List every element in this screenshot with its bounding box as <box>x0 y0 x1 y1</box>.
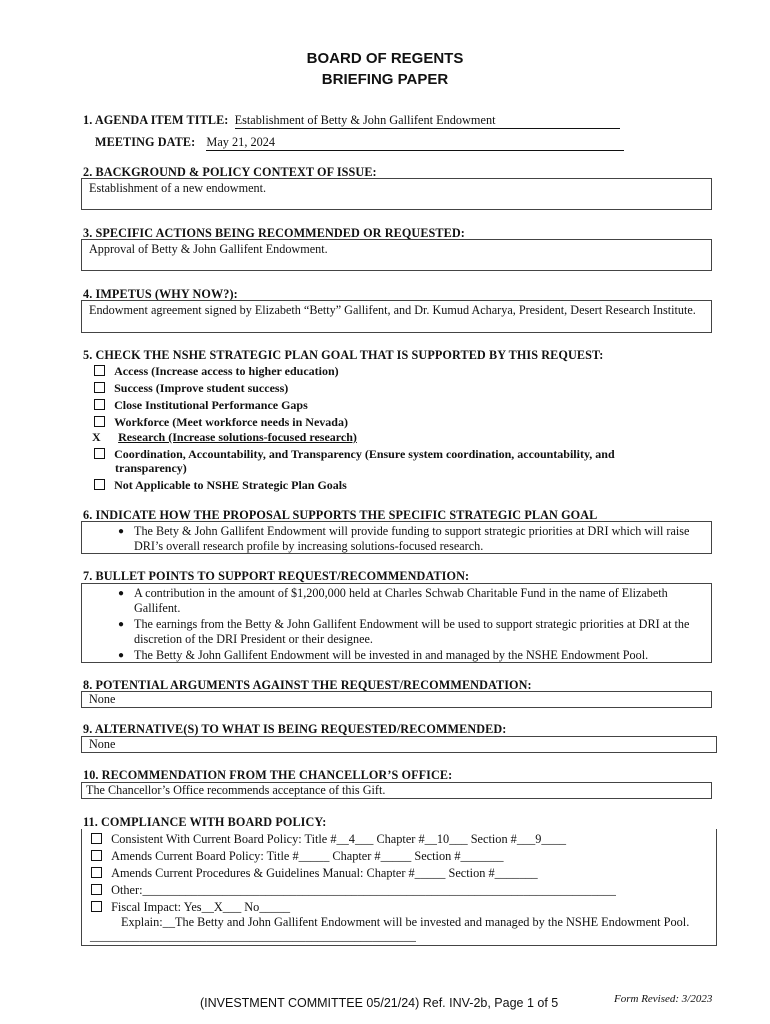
chancellor-box <box>81 782 712 799</box>
goal-coordination-cont: transparency) <box>115 461 187 475</box>
compliance-checkbox[interactable] <box>91 850 102 861</box>
bullet-point: The earnings from the Betty & John Gallifent Endowment will be used to support strategic priorities at DRI at the discretion of the DRI President or their designee. <box>134 617 690 646</box>
bullet-icon: ● <box>118 588 125 599</box>
goal-checkbox[interactable] <box>94 399 105 410</box>
bullet-points-heading: 7. BULLET POINTS TO SUPPORT REQUEST/RECOMMENDATION: <box>83 569 470 583</box>
bullet-point: A contribution in the amount of $1,200,000 held at Charles Schwab Charitable Fund in the name of Elizabeth Gallifent. <box>134 586 668 615</box>
goal-checkbox[interactable] <box>94 479 105 490</box>
goal-label: Not Applicable to NSHE Strategic Plan Goals <box>114 478 347 492</box>
meeting-date-label: MEETING DATE: <box>95 135 196 149</box>
compliance-row-amends-policy <box>91 849 504 864</box>
bullet-points-box <box>81 583 712 663</box>
impetus-heading: 4. IMPETUS (WHY NOW?): <box>83 287 238 301</box>
goal-support-bullet: The Bety & John Gallifent Endowment will provide funding to support strategic priorities at DRI which will raise DRI’s overall research profile by increasing solutions-focused research. <box>134 524 690 553</box>
goal-label: Access (Increase access to higher education) <box>114 364 339 378</box>
goal-workforce <box>94 415 348 430</box>
compliance-box <box>81 829 717 946</box>
chancellor-heading: 10. RECOMMENDATION FROM THE CHANCELLOR’S OFFICE: <box>83 768 453 782</box>
arguments-heading: 8. POTENTIAL ARGUMENTS AGAINST THE REQUEST/RECOMMENDATION: <box>83 678 532 692</box>
goal-coordination <box>94 447 615 462</box>
goal-support-box <box>81 521 712 554</box>
agenda-item-row <box>83 113 620 129</box>
fiscal-explain: Explain:__The Betty and John Gallifent Endowment will be invested and managed by the NSHE Endowment Pool. <box>121 915 690 929</box>
meeting-date-value: May 21, 2024 <box>206 135 624 151</box>
goal-access <box>94 364 339 379</box>
bullet-icon: ● <box>118 619 125 630</box>
goal-research <box>92 430 357 445</box>
goal-label: Research (Increase solutions-focused research) <box>118 430 357 444</box>
background-heading: 2. BACKGROUND & POLICY CONTEXT OF ISSUE: <box>83 165 377 179</box>
background-text: Establishment of a new endowment. <box>89 181 267 195</box>
arguments-box <box>81 691 712 708</box>
goal-check-mark[interactable]: X <box>92 430 101 444</box>
compliance-checkbox[interactable] <box>91 901 102 912</box>
goal-label: Success (Improve student success) <box>114 381 289 395</box>
compliance-checkbox[interactable] <box>91 833 102 844</box>
compliance-row-label: Fiscal Impact: Yes__X___ No_____ <box>111 900 291 914</box>
bullet-icon: ● <box>118 650 125 661</box>
bullet-icon: ● <box>118 526 125 537</box>
agenda-item-label: 1. AGENDA ITEM TITLE: <box>83 113 229 127</box>
bullet-point: The Betty & John Gallifent Endowment will be invested in and managed by the NSHE Endowment Pool. <box>134 648 649 662</box>
compliance-row-other <box>91 883 616 898</box>
compliance-row-amends-procedures <box>91 866 538 881</box>
goal-not-applicable <box>94 478 347 493</box>
compliance-row-consistent <box>91 832 566 847</box>
compliance-row-fiscal <box>91 900 290 915</box>
compliance-row-label: Other:_____________________________________________________________________________ <box>111 883 616 897</box>
alternatives-box <box>81 736 717 753</box>
goal-label: Close Institutional Performance Gaps <box>114 398 308 412</box>
goal-support-heading: 6. INDICATE HOW THE PROPOSAL SUPPORTS THE SPECIFIC STRATEGIC PLAN GOAL <box>83 508 598 522</box>
strategic-goal-heading: 5. CHECK THE NSHE STRATEGIC PLAN GOAL THAT IS SUPPORTED BY THIS REQUEST: <box>83 348 604 362</box>
document-title: BOARD OF REGENTS <box>306 50 464 67</box>
compliance-heading: 11. COMPLIANCE WITH BOARD POLICY: <box>83 815 327 829</box>
actions-box <box>81 239 712 271</box>
goal-performance-gaps <box>94 398 308 413</box>
goal-checkbox[interactable] <box>94 448 105 459</box>
goal-label: Workforce (Meet workforce needs in Nevada) <box>114 415 348 429</box>
alternatives-text: None <box>89 737 116 751</box>
fiscal-explain-line: _____________________________________________________ <box>90 929 416 943</box>
goal-checkbox[interactable] <box>94 365 105 376</box>
chancellor-text: The Chancellor’s Office recommends acceptance of this Gift. <box>86 783 386 797</box>
compliance-row-label: Amends Current Procedures & Guidelines Manual: Chapter #_____ Section #_______ <box>111 866 538 880</box>
goal-checkbox[interactable] <box>94 382 105 393</box>
form-revised: Form Revised: 3/2023 <box>614 993 713 1005</box>
impetus-box <box>81 300 712 333</box>
compliance-checkbox[interactable] <box>91 867 102 878</box>
agenda-item-value: Establishment of Betty & John Gallifent Endowment <box>235 113 620 129</box>
page-footer: (INVESTMENT COMMITTEE 05/21/24) Ref. INV-2b, Page 1 of 5 <box>200 996 559 1010</box>
actions-heading: 3. SPECIFIC ACTIONS BEING RECOMMENDED OR REQUESTED: <box>83 226 465 240</box>
compliance-checkbox[interactable] <box>91 884 102 895</box>
alternatives-heading: 9. ALTERNATIVE(S) TO WHAT IS BEING REQUESTED/RECOMMENDED: <box>83 722 507 736</box>
goal-checkbox[interactable] <box>94 416 105 427</box>
actions-text: Approval of Betty & John Gallifent Endowment. <box>89 242 328 256</box>
goal-success <box>94 381 288 396</box>
meeting-date-row <box>95 135 624 151</box>
arguments-text: None <box>89 692 116 706</box>
background-box <box>81 178 712 210</box>
compliance-row-label: Consistent With Current Board Policy: Title #__4___ Chapter #__10___ Section #___9____ <box>111 832 567 846</box>
goal-label: Coordination, Accountability, and Transparency (Ensure system coordination, accountability, and <box>114 447 615 461</box>
document-subtitle: BRIEFING PAPER <box>321 71 449 88</box>
compliance-row-label: Amends Current Board Policy: Title #_____ Chapter #_____ Section #_______ <box>111 849 504 863</box>
impetus-text: Endowment agreement signed by Elizabeth “Betty” Gallifent, and Dr. Kumud Acharya, President, Desert Research Institute. <box>89 303 696 317</box>
